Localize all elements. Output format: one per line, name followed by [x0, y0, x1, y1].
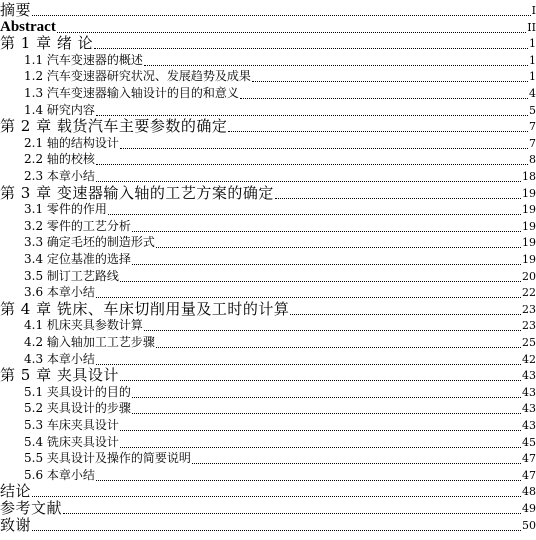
toc-section-entry[interactable]: [24, 51, 536, 68]
dot-leader: [144, 330, 521, 331]
toc-page-number: 19: [522, 203, 536, 217]
dot-leader: [144, 65, 528, 66]
dot-leader: [120, 430, 521, 431]
toc-page-number: 5: [529, 103, 536, 117]
toc-entry-title: 3.6 本章小结: [24, 285, 95, 300]
toc-entry-title: 5.2 夹具设计的步骤: [24, 401, 131, 416]
dot-leader: [120, 148, 528, 149]
toc-page-number: II: [527, 20, 536, 34]
toc-page-number: 50: [522, 518, 536, 532]
dot-leader: [120, 281, 521, 282]
toc-entry-title: 3.3 确定毛坯的制造形式: [24, 235, 155, 250]
toc-section-entry[interactable]: [24, 101, 536, 118]
toc-section-entry[interactable]: [24, 67, 536, 84]
toc-entry-title: 2.3 本章小结: [24, 169, 95, 183]
toc-chapter-entry[interactable]: [0, 366, 536, 383]
dot-leader: [156, 347, 521, 348]
toc-page-number: 43: [522, 402, 536, 416]
toc-entry-title: 3.1 零件的作用: [24, 202, 107, 217]
toc-chapter-entry[interactable]: [0, 499, 536, 516]
toc-page-number: 43: [522, 419, 536, 432]
toc-chapter-entry[interactable]: [0, 1, 536, 18]
dot-leader: [94, 48, 528, 49]
toc-chapter-entry[interactable]: [0, 516, 536, 533]
dot-leader: [57, 32, 526, 33]
toc-section-entry[interactable]: [24, 433, 536, 450]
toc-section-entry[interactable]: [24, 350, 536, 367]
toc-section-entry[interactable]: [24, 333, 536, 350]
dot-leader: [108, 214, 521, 215]
toc-section-entry[interactable]: [24, 250, 536, 267]
toc-section-entry[interactable]: [24, 84, 536, 101]
toc-chapter-entry[interactable]: [0, 482, 536, 499]
toc-entry-title: 5.1 夹具设计的目的: [24, 384, 131, 399]
toc-entry-title: 4.3 本章小结: [24, 351, 95, 366]
dot-leader: [96, 480, 521, 481]
toc-page-number: 7: [529, 120, 536, 134]
toc-section-entry[interactable]: [24, 383, 536, 400]
toc-entry-title: 摘要: [0, 1, 32, 19]
dot-leader: [252, 81, 528, 82]
toc-entry-title: 2.2 轴的校核: [24, 152, 95, 167]
toc-entry-title: 5.5 夹具设计及操作的简要说明: [24, 451, 191, 466]
toc-chapter-entry[interactable]: [0, 34, 536, 51]
toc-entry-title: 1.2 汽车变速器研究状况、发展趋势及成果: [24, 69, 251, 84]
toc-page-number: 23: [522, 302, 536, 316]
dot-leader: [63, 513, 521, 514]
toc-entry-title: 3.5 制订工艺路线: [24, 268, 119, 283]
toc-page-number: 20: [522, 269, 536, 283]
dot-leader: [132, 231, 521, 232]
toc-section-entry[interactable]: [24, 150, 536, 167]
dot-leader: [156, 247, 521, 248]
dot-leader: [120, 380, 521, 381]
toc-entry-title: 4.2 输入轴加工工艺步骤: [24, 335, 155, 349]
toc-section-entry[interactable]: [24, 466, 536, 483]
toc-page-number: 43: [522, 369, 536, 383]
toc-page-number: 7: [529, 136, 536, 150]
dot-leader: [132, 397, 521, 398]
dot-leader: [290, 314, 521, 315]
toc-entry-title: 1.1 汽车变速器的概述: [24, 52, 143, 67]
toc-section-entry[interactable]: [24, 217, 536, 234]
toc-entry-title: 1.3 汽车变速器输入轴设计的目的和意义: [24, 86, 239, 100]
toc-page-number: 19: [522, 186, 536, 200]
toc-entry-title: 5.3 车床夹具设计: [24, 418, 119, 432]
toc-chapter-entry[interactable]: [0, 117, 536, 134]
toc-section-entry[interactable]: [24, 283, 536, 300]
dot-leader: [32, 530, 521, 531]
toc-entry-title: 4.1 机床夹具参数计算: [24, 318, 143, 333]
toc-entry-title: 2.1 轴的结构设计: [24, 135, 119, 150]
toc-entry-title: 5.6 本章小结: [24, 467, 95, 482]
toc-entry-title: 3.2 零件的工艺分析: [24, 218, 131, 233]
dot-leader: [132, 413, 521, 414]
toc-page-number: 8: [529, 153, 536, 167]
toc-entry-title: 第 3 章 变速器输入轴的工艺方案的确定: [0, 183, 274, 202]
dot-leader: [275, 198, 521, 199]
toc-page-number: 43: [522, 385, 536, 399]
dot-leader: [240, 98, 528, 99]
toc-section-entry[interactable]: [24, 200, 536, 217]
dot-leader: [96, 364, 521, 365]
dot-leader: [96, 164, 528, 165]
toc-page-number: 47: [522, 468, 536, 482]
toc-entry-title: 5.4 铣床夹具设计: [24, 434, 119, 449]
toc-page-number: I: [531, 4, 536, 17]
dot-leader: [96, 297, 521, 298]
dot-leader: [228, 131, 528, 132]
toc-page-number: 47: [522, 452, 536, 466]
toc-page-number: 1: [529, 70, 536, 84]
toc-entry-title: 第 1 章 绪 论: [0, 34, 94, 53]
toc-page-number: 1: [529, 37, 536, 51]
toc-page-number: 22: [522, 286, 536, 300]
toc-chapter-entry[interactable]: [0, 300, 536, 317]
toc-section-entry[interactable]: [24, 449, 536, 466]
toc-page-number: 42: [522, 352, 536, 366]
toc-section-entry[interactable]: [24, 233, 536, 250]
toc-page-number: 48: [522, 485, 536, 499]
dot-leader: [32, 15, 531, 16]
toc-entry-title: 致谢: [0, 515, 32, 534]
toc-page-number: 19: [522, 253, 536, 266]
dot-leader: [192, 463, 521, 464]
toc-section-entry[interactable]: [24, 316, 536, 333]
toc-page-number: 49: [522, 502, 536, 515]
toc-section-entry[interactable]: [24, 167, 536, 184]
toc-page-number: 19: [522, 219, 536, 233]
toc-chapter-entry[interactable]: [0, 18, 536, 35]
toc-entry-title: 结论: [0, 482, 32, 501]
dot-leader: [96, 181, 521, 182]
toc-entry-title: 第 4 章 铣床、车床切削用量及工时的计算: [0, 299, 290, 318]
toc-entry-title: 第 2 章 载货汽车主要参数的确定: [0, 117, 228, 136]
toc-entry-title: 1.4 研究内容: [24, 102, 95, 117]
dot-leader: [132, 264, 521, 265]
toc-entry-title: 第 5 章 夹具设计: [0, 366, 119, 385]
toc-chapter-entry[interactable]: [0, 184, 536, 201]
dot-leader: [32, 496, 521, 497]
toc-page-number: 45: [522, 435, 536, 449]
toc-entry-title: 参考文献: [0, 499, 63, 517]
toc-page-number: 25: [522, 336, 536, 349]
toc-page-number: 23: [522, 319, 536, 333]
toc-page-number: 1: [529, 53, 536, 67]
toc-page-number: 18: [522, 170, 536, 183]
toc-section-entry[interactable]: [24, 134, 536, 151]
toc-entry-title: Abstract: [0, 18, 56, 35]
toc-section-entry[interactable]: [24, 267, 536, 284]
toc-section-entry[interactable]: [24, 399, 536, 416]
toc-page-number: 19: [522, 236, 536, 250]
dot-leader: [120, 447, 521, 448]
toc-entry-title: 3.4 定位基准的选择: [24, 252, 131, 266]
toc-section-entry[interactable]: [24, 416, 536, 433]
toc-page-number: 4: [529, 87, 536, 100]
dot-leader: [96, 115, 528, 116]
